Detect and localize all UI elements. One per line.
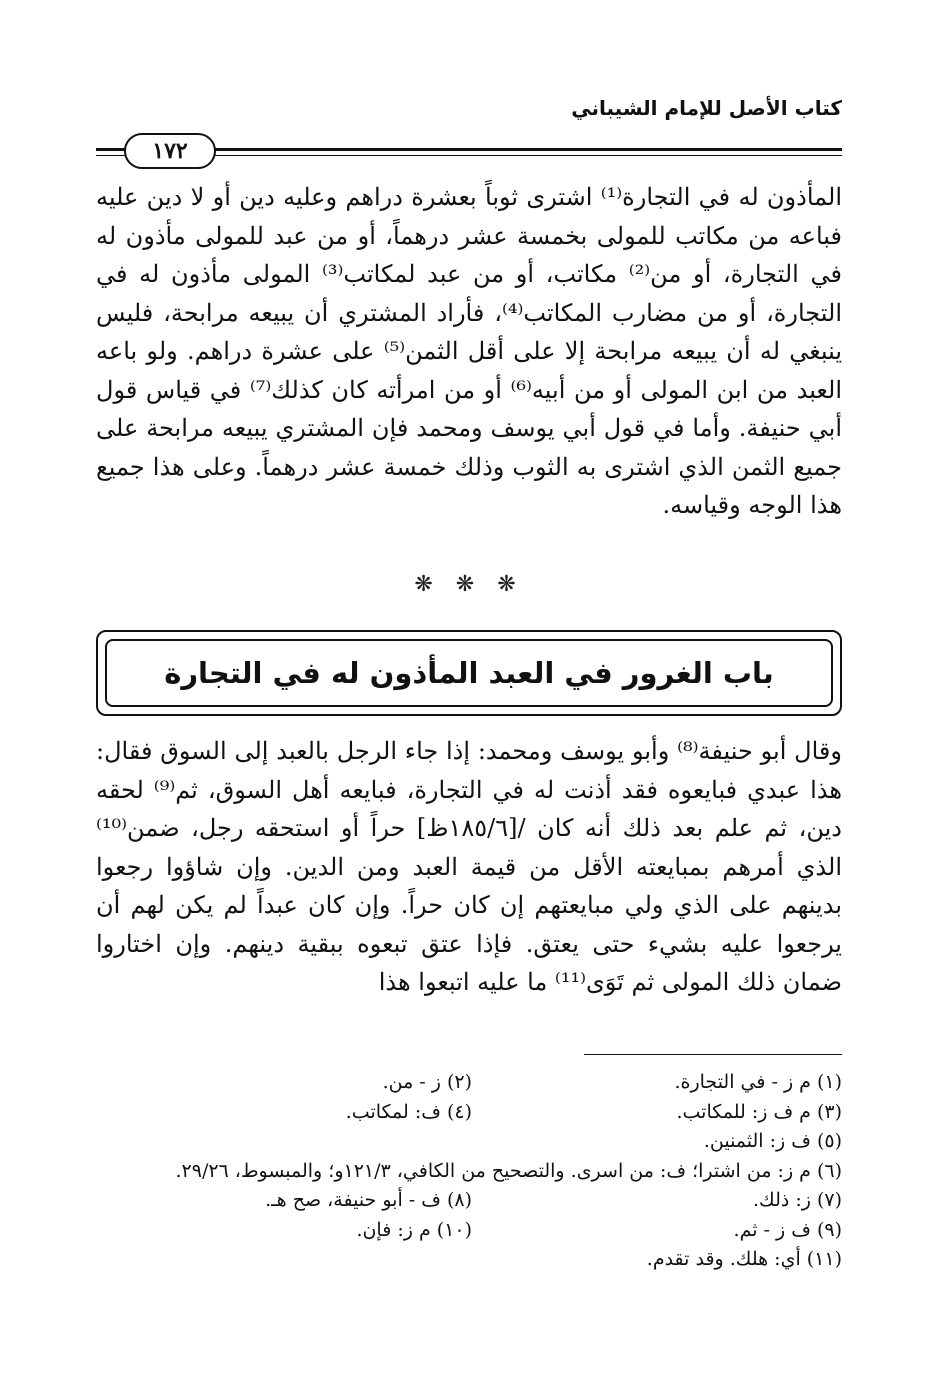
footnote-number: (٧) (816, 1189, 842, 1211)
footnote-number: (٦) (816, 1159, 842, 1182)
footnote-text: ز: ذلك. (753, 1189, 811, 1211)
chapter-title-inner-frame (105, 639, 833, 707)
footnote-text: م ز: من اشترا؛ ف: من اسرى. والتصحيح من الكافي، ١٢١/٣و؛ والمبسوط، ٢٩/٢٦. (175, 1159, 811, 1182)
paragraph-2-text: وقال أبو حنيفة⁽⁸⁾ وأبو يوسف ومحمد: إذا جاء الرجل بالعبد إلى السوق فقال: هذا عبدي فبايعوه فقد أذنت له في التجارة، فبايعه أهل السوق، ثم⁽⁹⁾ لحقه دين، ثم علم بعد ذلك أنه كان /[١٨٥/٦ظ] حراً أو استحقه رجل، ضمن⁽¹⁰⁾ الذي أمرهم بمبايعته الأقل من قيمة العبد ومن الدين. وإن شاؤوا رجعوا بدينهم على الذي ولي مبايعتهم إن كان حراً. وإن كان عبداً لم يكن لهم أن يرجعوا عليه بشيء حتى يعتق. فإذا عتق تبعوه ببقية دينهم. وإن اختاروا ضمان ذلك المولى ثم تَوَى⁽¹¹⁾ ما عليه اتبعوا هذا (96, 737, 842, 996)
footnote-2 (102, 1068, 472, 1098)
running-title: كتاب الأصل للإمام الشيباني (571, 96, 842, 120)
footnotes (96, 1068, 842, 1275)
footnote-row (96, 1127, 842, 1157)
footnote-text: م ز - في التجارة. (674, 1071, 811, 1093)
footnote-text: م ز: فإن. (356, 1218, 431, 1241)
paragraph-1-text: المأذون له في التجارة⁽¹⁾ اشترى ثوباً بعشرة دراهم وعليه دين أو لا دين عليه فباعه من مكاتب للمولى بخمسة عشر درهماً، أو من عبد للمولى مأذون له في التجارة، أو من⁽²⁾ مكاتب، أو من عبد لمكاتب⁽³⁾ المولى مأذون له في التجارة، أو من مضارب المكاتب⁽⁴⁾، فأراد المشتري أن يبيعه مرابحة، فليس ينبغي له أن يبيعه مرابحة إلا على أقل الثمن⁽⁵⁾ على عشرة دراهم. ولو باعه العبد من ابن المولى أو من أبيه⁽⁶⁾ أو من امرأته كان كذلك⁽⁷⁾ في قياس قول أبي حنيفة. وأما في قول أبي يوسف ومحمد فإن المشتري يبيعه مرابحة على جميع الثمن الذي اشترى به الثوب وذلك خمسة عشر درهماً. وعلى هذا جميع هذا الوجه وقياسه. (96, 183, 842, 519)
footnote-text: أي: هلك. وقد تقدم. (646, 1248, 801, 1270)
footnote-6 (96, 1157, 842, 1187)
footnote-10 (102, 1216, 472, 1246)
footnote-text: ف - أبو حنيفة، صح هـ. (265, 1189, 441, 1211)
footnote-rule (584, 1054, 842, 1055)
footnote-text: ف ز: الثمنين. (703, 1130, 811, 1152)
paragraph-1 (96, 178, 842, 525)
footnote-number: (١) (816, 1071, 842, 1093)
footnote-number: (٨) (446, 1189, 472, 1211)
footnote-row (96, 1216, 842, 1246)
section-separator: ❋ ❋ ❋ (414, 572, 524, 597)
footnote-row (96, 1098, 842, 1128)
footnote-text: ف ز - ثم. (733, 1218, 811, 1241)
footnote-number: (٤) (446, 1100, 472, 1123)
footnote-4 (102, 1098, 472, 1128)
footnote-5 (472, 1127, 842, 1157)
footnote-number: (٣) (816, 1100, 842, 1123)
footnote-9 (472, 1216, 842, 1246)
chapter-title-frame (96, 630, 842, 716)
footnote-11 (472, 1245, 842, 1275)
footnote-number: (٥) (816, 1130, 842, 1152)
footnote-number: (٢) (446, 1071, 472, 1093)
footnote-3 (472, 1098, 842, 1128)
page-number: ١٧٢ (124, 133, 216, 169)
footnote-text: ف: لمكاتب. (345, 1100, 441, 1123)
chapter-title: باب الغرور في العبد المأذون له في التجارة (164, 656, 774, 690)
footnote-7 (472, 1186, 842, 1216)
paragraph-2 (96, 732, 842, 1002)
footnote-row (96, 1186, 842, 1216)
footnote-number: (١٠) (436, 1218, 472, 1241)
footnote-row (96, 1245, 842, 1275)
footnote-1 (472, 1068, 842, 1098)
footnote-row (96, 1068, 842, 1098)
footnote-text: م ف ز: للمكاتب. (676, 1100, 811, 1123)
footnote-text: ز - من. (382, 1071, 441, 1093)
footnote-number: (٩) (816, 1218, 842, 1241)
footnote-number: (١١) (806, 1248, 842, 1270)
footnote-8 (102, 1186, 472, 1216)
